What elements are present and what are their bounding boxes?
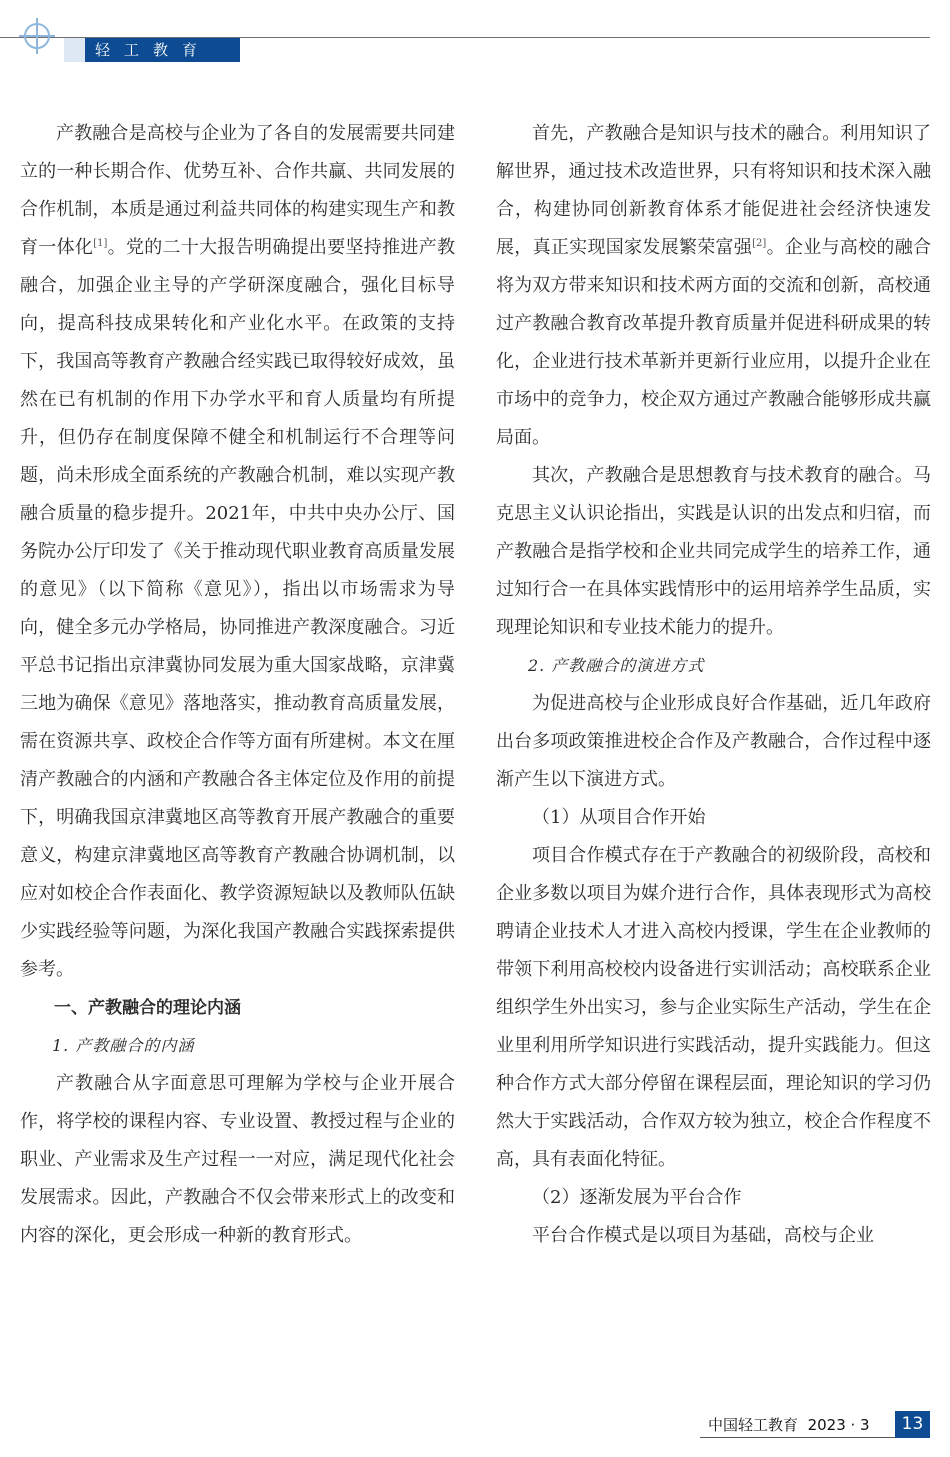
subsection-heading-1-2: 2. 产教融合的演进方式	[528, 656, 705, 675]
sub-heading-1: （1）从项目合作开始	[532, 807, 706, 828]
left-column	[20, 115, 455, 1255]
paragraph: 项目合作模式存在于产教融合的初级阶段，高校和企业多数以项目为媒介进行合作，具体表现形式为高校聘请企业技术人才进入高校内授课，学生在企业教师的带领下利用高校校内设备进行实训活动；高校联系企业组织学生外出实习，参与企业实际生产活动，学生在企业里利用所学知识进行实践活动，提升实践能力。但这种合作方式大部分停留在课程层面，理论知识的学习仍然大于实践活动，合作双方较为独立，校企合作程度不高，具有表面化特征。	[496, 845, 931, 1170]
journal-issue	[708, 1414, 870, 1435]
intro-paragraph: 产教融合是高校与企业为了各自的发展需要共同建立的一种长期合作、优势互补、合作共赢、共同发展的合作机制，本质是通过利益共同体的构建实现生产和教育一体化[1]。党的二十大报告明确提出要坚持推进产教融合，加强企业主导的产学研深度融合，强化目标导向，提高科技成果转化和产业化水平。在政策的支持下，我国高等教育产教融合经实践已取得较好成效，虽然在已有机制的作用下办学水平和育人质量均有所提升，但仍存在制度保障不健全和机制运行不合理等问题，尚未形成全面系统的产教融合机制，难以实现产教融合质量的稳步提升。2021年，中共中央办公厅、国务院办公厅印发了《关于推动现代职业教育高质量发展的意见》（以下简称《意见》），指出以市场需求为导向，健全多元办学格局，协同推进产教深度融合。习近平总书记指出京津冀协同发展为重大国家战略，京津冀三地为确保《意见》落地落实，推动教育高质量发展，需在资源共享、政校企合作等方面有所建树。本文在厘清产教融合的内涵和产教融合各主体定位及作用的前提下，明确我国京津冀地区高等教育开展产教融合的重要意义，构建京津冀地区高等教育产教融合协调机制，以应对如校企合作表面化、教学资源短缺以及教师队伍缺少实践经验等问题，为深化我国产教融合实践探索提供参考。	[20, 123, 455, 980]
section-heading-1: 一、产教融合的理论内涵	[54, 998, 241, 1018]
paragraph: 其次，产教融合是思想教育与技术教育的融合。马克思主义认识论指出，实践是认识的出发点和归宿，而产教融合是指学校和企业共同完成学生的培养工作，通过知行合一在具体实践情形中的运用培养学生品质，实现理论知识和专业技术能力的提升。	[496, 465, 931, 638]
citation-ref-2[interactable]: [2]	[752, 238, 767, 249]
page-number: 13	[895, 1411, 930, 1438]
subsection-heading-1-1: 1. 产教融合的内涵	[52, 1036, 195, 1055]
paragraph: 产教融合从字面意思可理解为学校与企业开展合作，将学校的课程内容、专业设置、教授过程与企业的职业、产业需求及生产过程一一对应，满足现代化社会发展需求。因此，产教融合不仅会带来形式上的改变和内容的深化，更会形成一种新的教育形式。	[20, 1073, 455, 1246]
paragraph: 平台合作模式是以项目为基础，高校与企业	[532, 1225, 874, 1246]
paragraph: 为促进高校与企业形成良好合作基础，近几年政府出台多项政策推进校企合作及产教融合，合作过程中逐渐产生以下演进方式。	[496, 693, 931, 790]
citation-ref-1[interactable]: [1]	[93, 238, 108, 249]
section-tag: 轻工教育	[85, 38, 240, 62]
paragraph: 首先，产教融合是知识与技术的融合。利用知识了解世界，通过技术改造世界，只有将知识和技术深入融合，构建协同创新教育体系才能促进社会经济快速发展，真正实现国家发展繁荣富强[2]。企业与高校的融合将为双方带来知识和技术两方面的交流和创新，高校通过产教融合教育改革提升教育质量并促进科研成果的转化，企业进行技术革新并更新行业应用，以提升企业在市场中的竞争力，校企双方通过产教融合能够形成共赢局面。	[496, 123, 931, 448]
sub-heading-2: （2）逐渐发展为平台合作	[532, 1187, 742, 1208]
journal-name: 中国轻工教育	[708, 1416, 799, 1434]
right-column	[496, 115, 931, 1255]
issue-number: 2023 · 3	[807, 1416, 870, 1434]
crosshair-logo-icon	[17, 16, 57, 56]
